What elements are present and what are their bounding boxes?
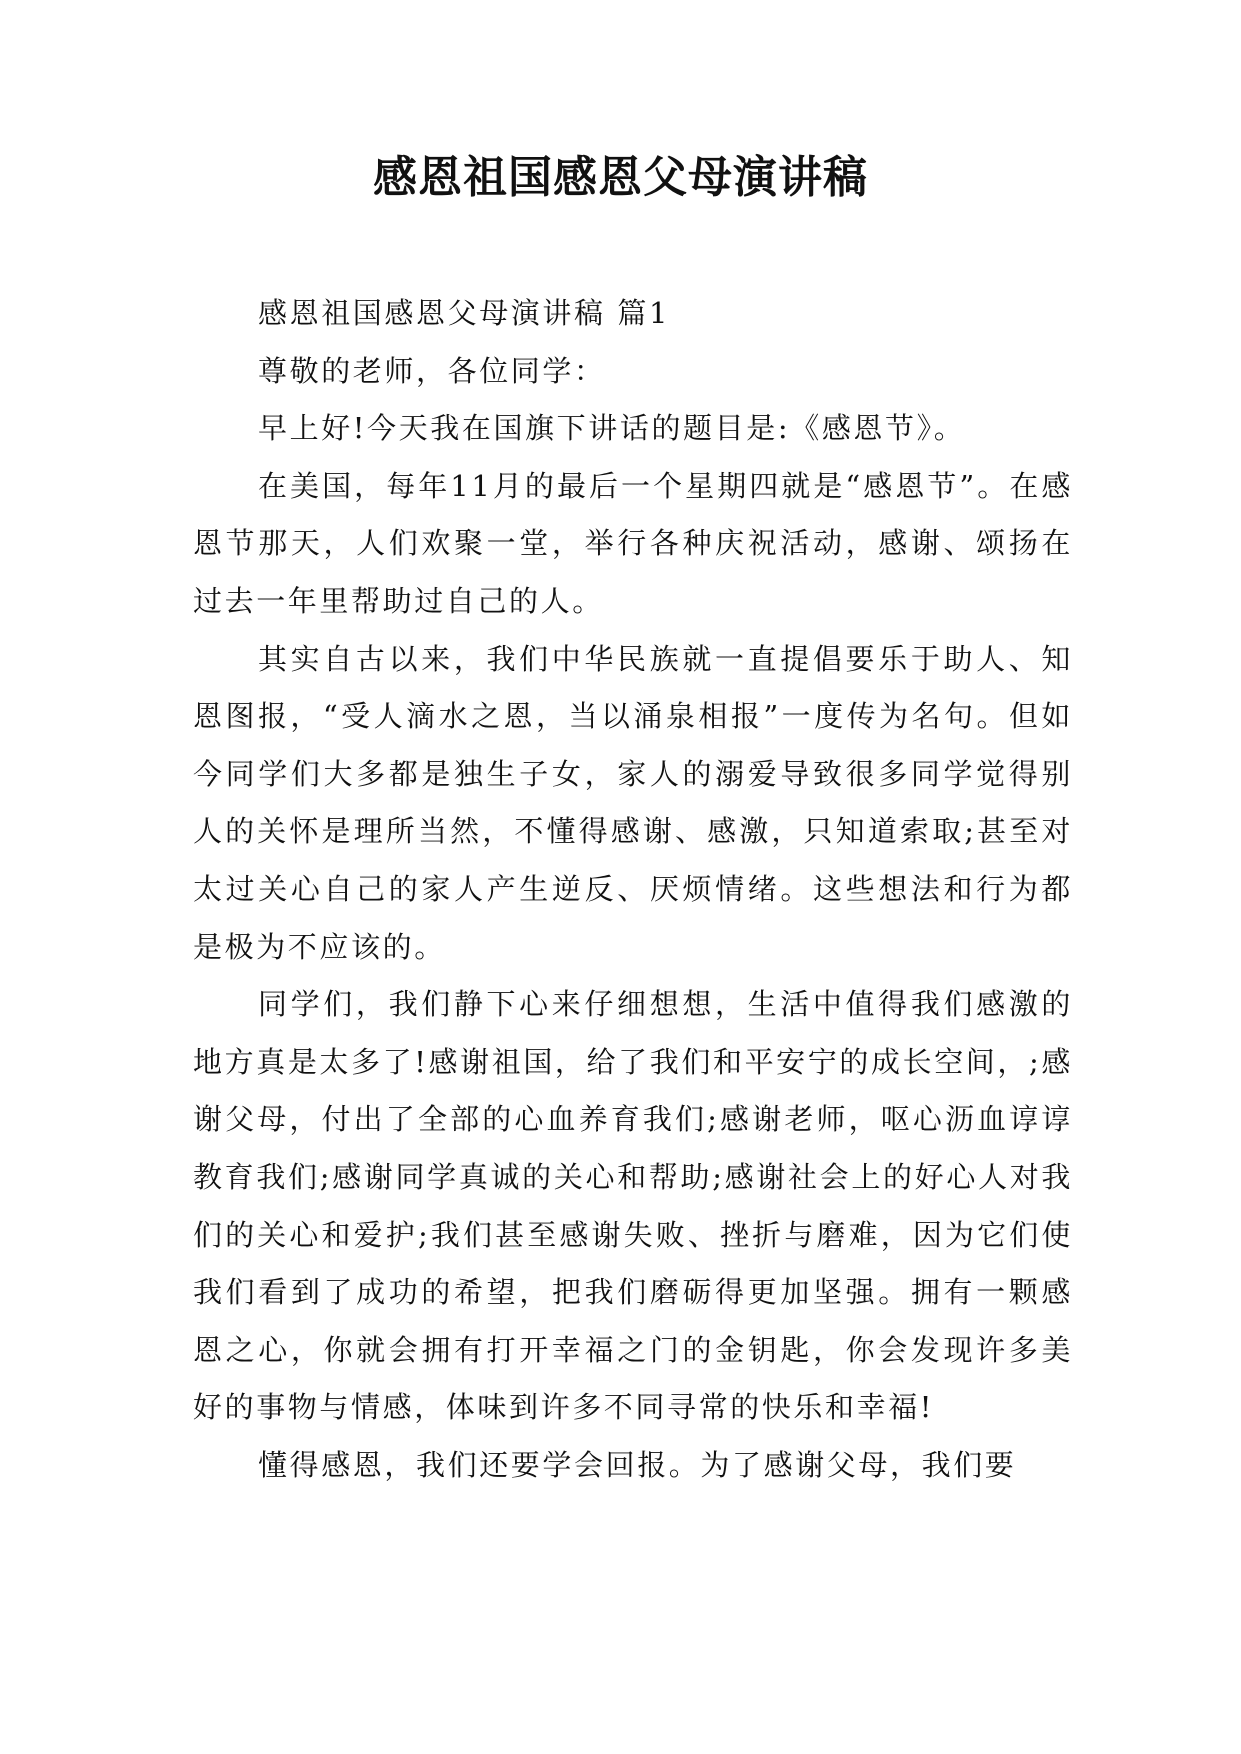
body-paragraph: 其实自古以来，我们中华民族就一直提倡要乐于助人、知恩图报，“受人滴水之恩，当以涌泉相报”一度传为名句。但如今同学们大多都是独生子女，家人的溺爱导致很多同学觉得别人的关怀是理所当然，不懂得感谢、感激，只知道索取;甚至对太过关心自己的家人产生逆反、厌烦情绪。这些想法和行为都是极为不应该的。 [193,641,1073,964]
body-paragraph: 同学们，我们静下心来仔细想想，生活中值得我们感激的地方真是太多了!感谢祖国，给了我们和平安宁的成长空间，;感谢父母，付出了全部的心血养育我们;感谢老师，呕心沥血谆谆教育我们;感谢同学真诚的关心和帮助;感谢社会上的好心人对我们的关心和爱护;我们甚至感谢失败、挫折与磨难，因为它们使我们看到了成功的希望，把我们磨砺得更加坚强。拥有一颗感恩之心，你就会拥有打开幸福之门的金钥匙，你会发现许多美好的事物与情感，体味到许多不同寻常的快乐和幸福! [193,987,1073,1425]
document-body [193,285,1073,1494]
body-paragraph: 懂得感恩，我们还要学会回报。为了感谢父母，我们要 [258,1447,1017,1482]
document-title: 感恩祖国感恩父母演讲稿 [373,152,868,203]
section-heading: 感恩祖国感恩父母演讲稿 篇1 [258,296,671,330]
greeting-paragraph: 早上好!今天我在国旗下讲话的题目是:《感恩节》。 [258,411,966,446]
body-paragraph: 在美国，每年11月的最后一个星期四就是“感恩节”。在感恩节那天，人们欢聚一堂，举行各种庆祝活动，感谢、颂扬在过去一年里帮助过自己的人。 [193,468,1073,618]
salutation: 尊敬的老师，各位同学： [258,353,606,388]
